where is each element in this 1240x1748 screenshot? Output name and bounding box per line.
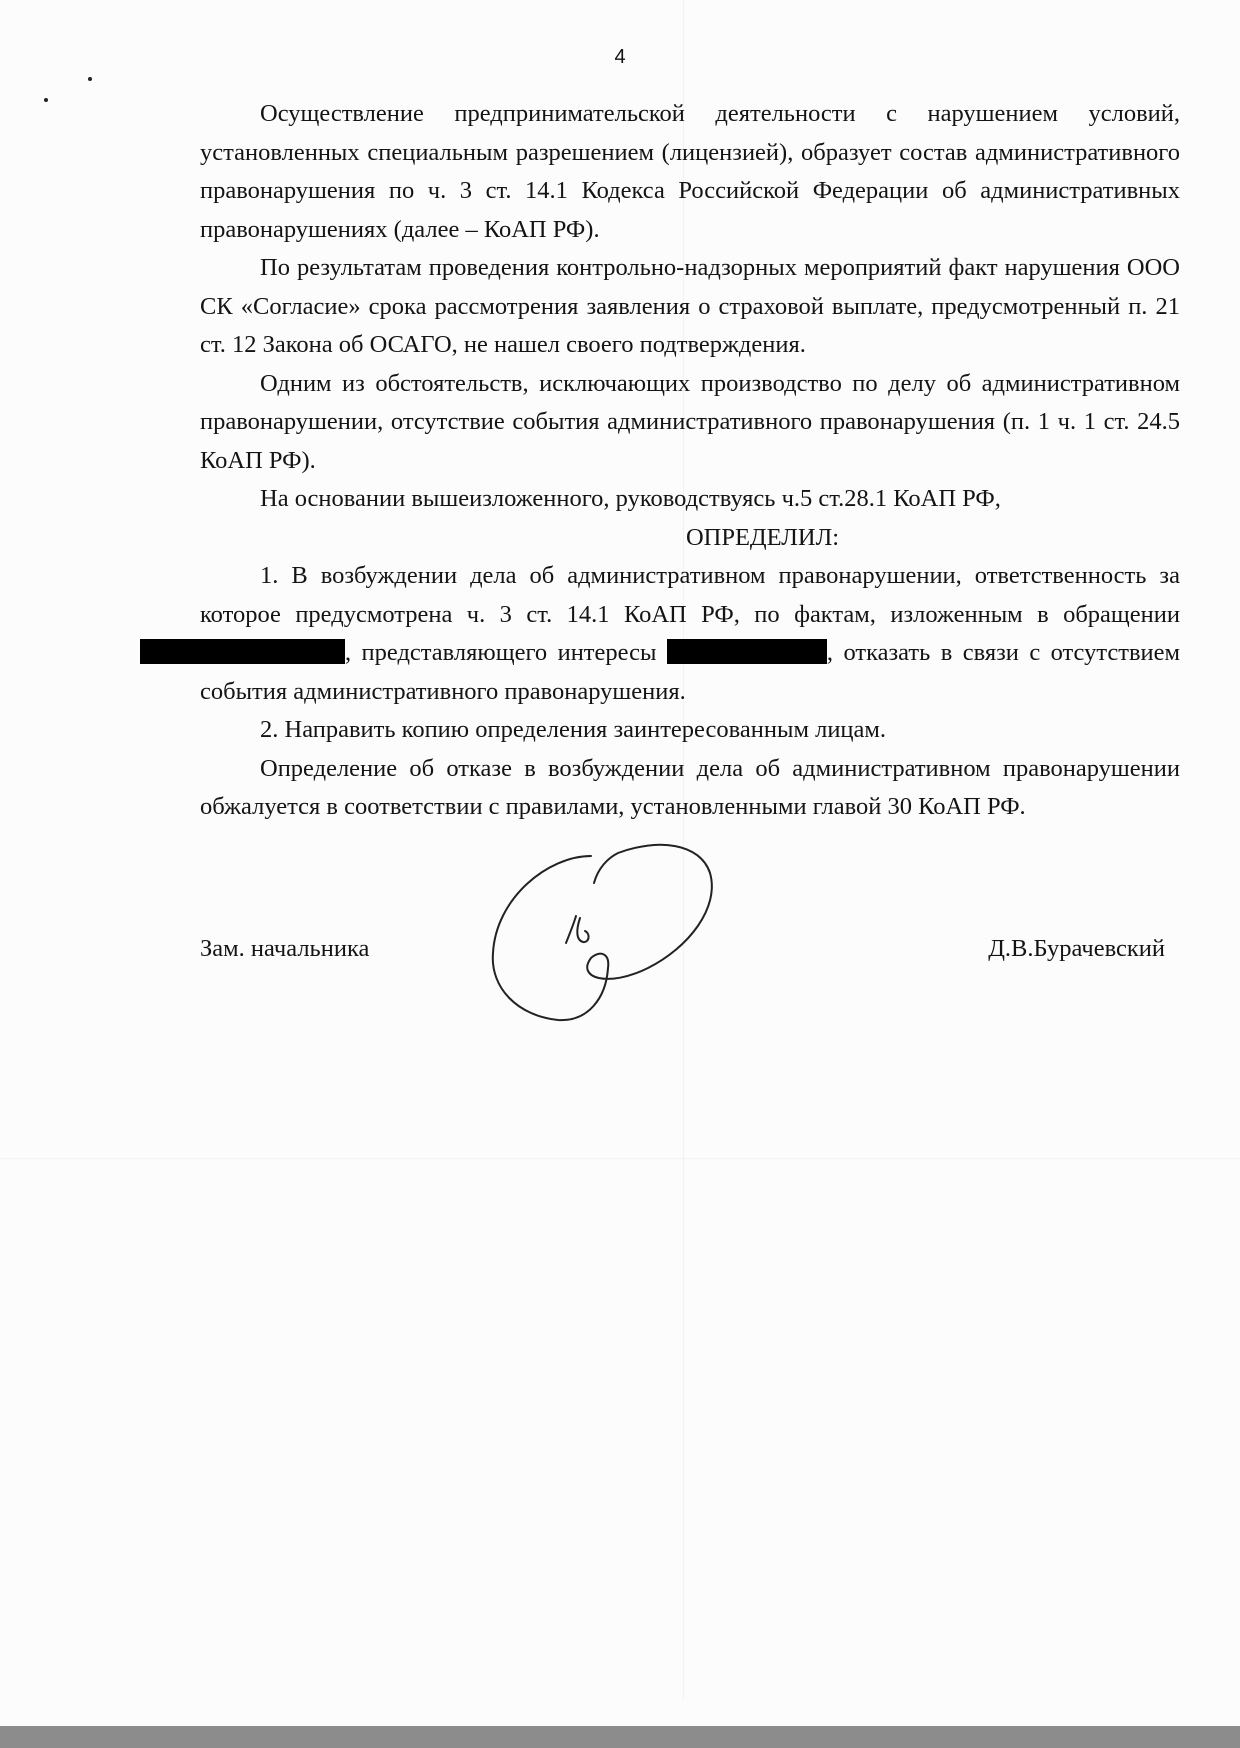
signatory-name: Д.В.Бурачевский [988,935,1165,962]
scan-speck [44,98,48,102]
scan-bottom-edge [0,1726,1240,1748]
paragraph-license-violation: Осуществление предпринимательской деятельности с нарушением условий, установленных специальным разрешением (лицензией), образует состав административного правонарушения по ч. 3 ст. 14.1 Кодекса Российской Федерации об административных правонарушениях (далее – КоАП РФ). [200,100,1180,243]
appeal-notice: Определение об отказе в возбуждении дела об административном правонарушении обжалуется в соответствии с правилами, установленными главой 30 КоАП РФ. [200,754,1180,820]
document-body [200,95,1180,827]
decision-item-2: 2. Направить копию определения заинтересованным лицам. [260,716,887,743]
handwritten-signature [488,838,738,1028]
page-number: 4 [614,46,626,68]
signatory-role: Зам. начальника [200,935,370,962]
scan-fold-horizontal [0,1158,1240,1159]
scan-speck [88,77,92,81]
redaction-block [667,639,827,664]
decision-heading: ОПРЕДЕЛИЛ: [685,523,840,551]
redaction-block [140,639,345,664]
paragraph-basis: На основании вышеизложенного, руководствуясь ч.5 ст.28.1 КоАП РФ, [260,485,1001,512]
decision-item-1 [200,557,1180,711]
decision-item-1-start: 1. В возбуждении дела об административном правонарушении, ответственность за которое предусмотрена ч. 3 ст. 14.1 КоАП РФ, по фактам, изложенным в обращении [200,562,1180,628]
paragraph-inspection-results: По результатам проведения контрольно-надзорных мероприятий факт нарушения ООО СК «Согласие» срока рассмотрения заявления о страховой выплате, предусмотренный п. 21 ст. 12 Закона об ОСАГО, не нашел своего подтверждения. [200,254,1180,358]
paragraph-exclusion-circumstances: Одним из обстоятельств, исключающих производство по делу об административном правонарушении, отсутствие события административного правонарушения (п. 1 ч. 1 ст. 24.5 КоАП РФ). [200,369,1180,474]
decision-item-1-middle: , представляющего интересы [345,639,657,666]
decision-item-1-end: , отказать в связи с отсутствием события административного правонарушения. [200,639,1181,705]
